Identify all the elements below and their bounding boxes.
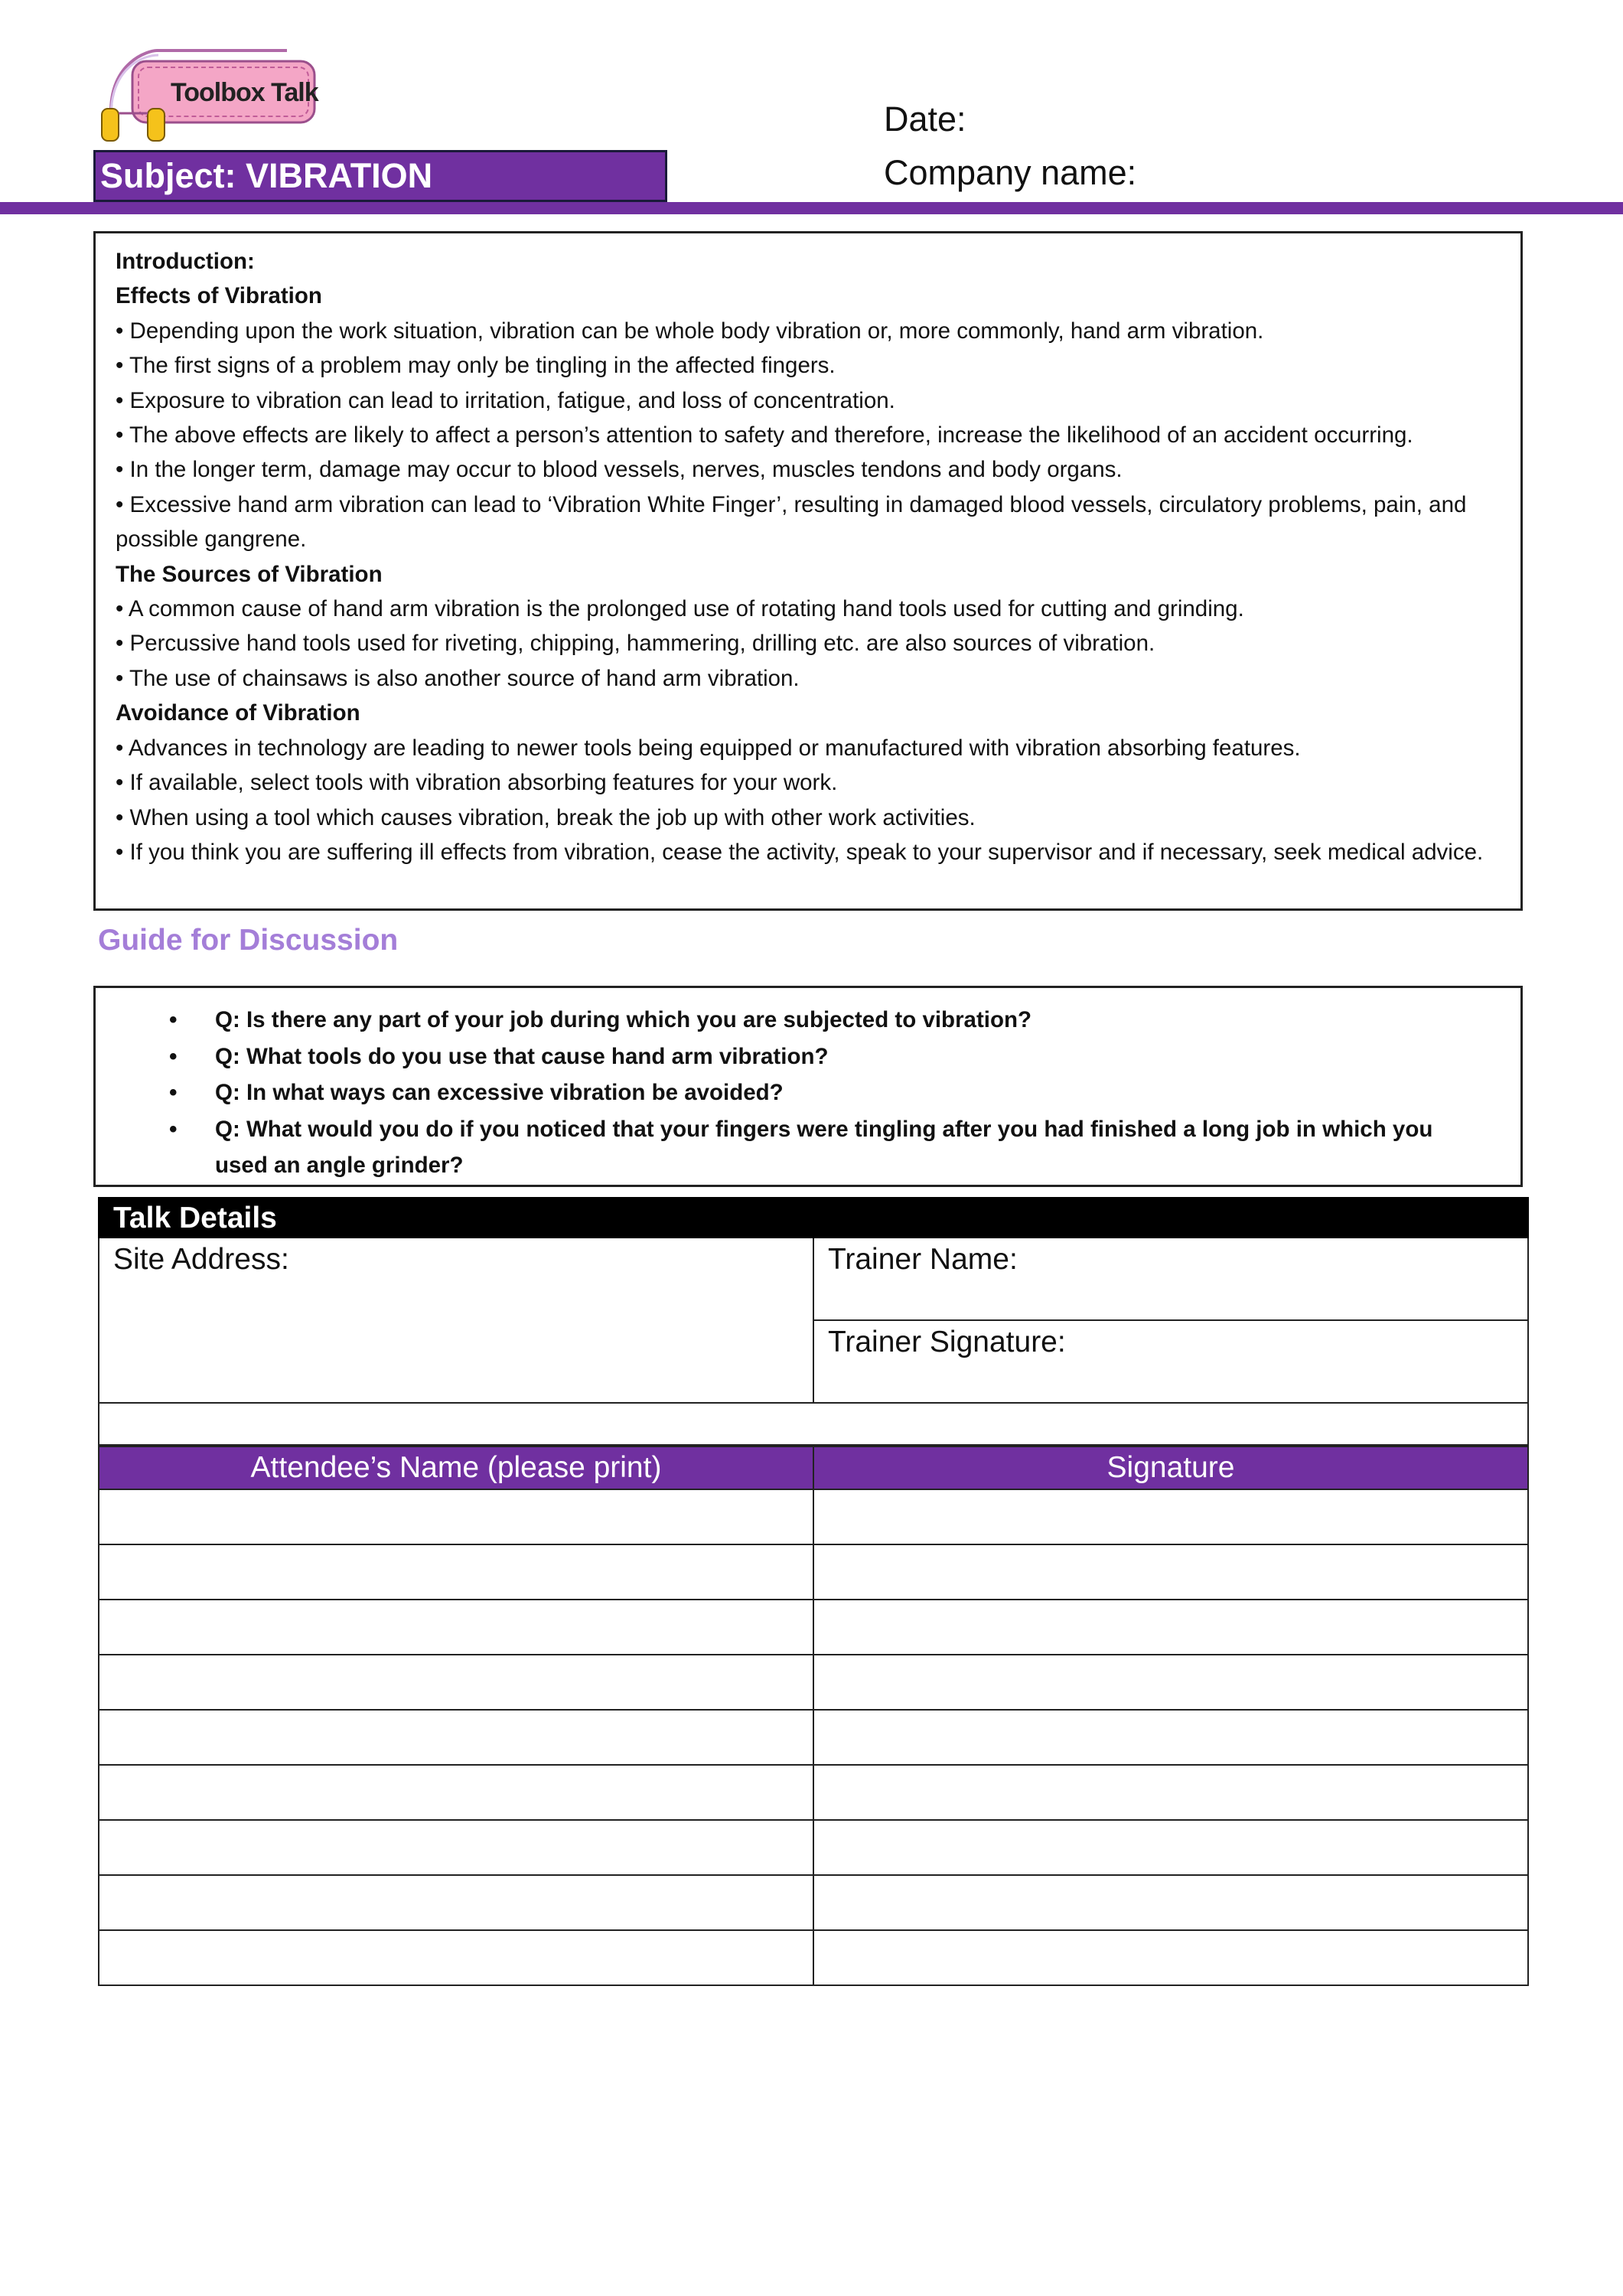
trainer-signature-field[interactable] [814,1321,1527,1402]
attendee-signature-cell[interactable] [813,1930,1528,1985]
attendee-table [98,1446,1529,1986]
section-heading: Avoidance of Vibration [116,700,360,726]
attendee-row [99,1655,1528,1710]
attendee-name-cell[interactable] [99,1489,813,1544]
attendee-name-cell[interactable] [99,1655,813,1710]
attendee-row [99,1820,1528,1875]
header-divider [0,202,1623,214]
bullet-icon: • [169,1116,178,1142]
site-address-field[interactable] [99,1238,814,1402]
discussion-questions [93,986,1523,1187]
introduction-section [93,231,1523,911]
talk-details-title: Talk Details [98,1197,1529,1238]
attendee-name-cell[interactable] [99,1544,813,1600]
attendee-name-cell[interactable] [99,1875,813,1930]
intro-bullet: • If you think you are suffering ill effects from vibration, cease the activity, speak to your supervisor and if necessary, seek medical advice. [116,839,1484,865]
date-label: Date: [884,99,966,139]
intro-bullet: • Exposure to vibration can lead to irritation, fatigue, and loss of concentration. [116,387,895,413]
intro-bullet: • In the longer term, damage may occur to blood vessels, nerves, muscles tendons and body organs. [116,457,1123,483]
talk-details-section [98,1197,1529,1986]
headphones-logo-icon [96,46,325,145]
discussion-question [96,1075,1520,1111]
intro-bullet: • The first signs of a problem may only be tingling in the affected fingers. [116,353,836,379]
question-text: Q: What tools do you use that cause hand arm vibration? [215,1043,829,1069]
attendee-name-cell[interactable] [99,1930,813,1985]
trainer-name-label: Trainer Name: [828,1243,1018,1276]
attendee-row [99,1710,1528,1765]
attendee-name-cell[interactable] [99,1820,813,1875]
intro-bullet: • Percussive hand tools used for riveting, chipping, hammering, drilling etc. are also sources of vibration. [116,631,1155,657]
attendee-signature-cell[interactable] [813,1710,1528,1765]
question-text: Q: What would you do if you noticed that your fingers were tingling after you had finished a long job in which you used an angle grinder? [215,1116,1433,1179]
attendee-name-cell[interactable] [99,1765,813,1820]
attendee-name-cell[interactable] [99,1600,813,1655]
intro-bullet: • A common cause of hand arm vibration is the prolonged use of rotating hand tools used for cutting and grinding. [116,596,1244,622]
intro-bullet: • If available, select tools with vibration absorbing features for your work. [116,770,838,796]
talk-details-grid [98,1238,1529,1404]
attendee-row [99,1600,1528,1655]
intro-bullet: • Depending upon the work situation, vibration can be whole body vibration or, more commonly, hand arm vibration. [116,318,1264,344]
intro-bullet: • When using a tool which causes vibration, break the job up with other work activities. [116,804,976,830]
attendee-signature-cell[interactable] [813,1875,1528,1930]
intro-bullet: • Advances in technology are leading to newer tools being equipped or manufactured with vibration absorbing features. [116,735,1301,761]
guide-heading: Guide for Discussion [98,924,399,957]
intro-bullet: • Excessive hand arm vibration can lead to ‘Vibration White Finger’, resulting in damaged blood vessels, circulatory problems, pain, and possible gangrene. [116,491,1467,553]
discussion-question [96,1039,1520,1075]
attendee-row [99,1875,1528,1930]
section-heading: Introduction: [116,249,255,274]
logo-text: Toolbox Talk [171,78,318,107]
section-heading: The Sources of Vibration [116,561,383,587]
attendee-signature-cell[interactable] [813,1820,1528,1875]
attendee-name-header: Attendee’s Name (please print) [99,1446,813,1489]
signature-header: Signature [813,1446,1528,1489]
discussion-question [96,1002,1520,1039]
company-name-label: Company name: [884,153,1137,192]
attendee-row [99,1930,1528,1985]
toolbox-talk-logo [96,46,325,145]
trainer-name-field[interactable] [814,1238,1527,1321]
question-text: Q: In what ways can excessive vibration be avoided? [215,1080,784,1106]
subject-title: Subject: VIBRATION [93,150,667,202]
attendee-row [99,1544,1528,1600]
attendee-signature-cell[interactable] [813,1655,1528,1710]
section-heading: Effects of Vibration [116,283,322,309]
attendee-signature-cell[interactable] [813,1489,1528,1544]
discussion-question [96,1111,1520,1184]
trainer-signature-label: Trainer Signature: [828,1326,1066,1358]
intro-bullet: • The use of chainsaws is also another source of hand arm vibration. [116,665,800,691]
attendee-signature-cell[interactable] [813,1600,1528,1655]
site-address-label: Site Address: [113,1243,289,1276]
attendee-row [99,1489,1528,1544]
intro-bullet: • The above effects are likely to affect a person’s attention to safety and therefore, increase the likelihood of an accident occurring. [116,422,1413,448]
question-text: Q: Is there any part of your job during which you are subjected to vibration? [215,1007,1032,1032]
bullet-icon: • [169,1007,178,1032]
attendee-signature-cell[interactable] [813,1544,1528,1600]
bullet-icon: • [169,1080,178,1106]
attendee-row [99,1765,1528,1820]
attendee-signature-cell[interactable] [813,1765,1528,1820]
attendee-name-cell[interactable] [99,1710,813,1765]
bullet-icon: • [169,1043,178,1069]
spacer-row [98,1404,1529,1446]
